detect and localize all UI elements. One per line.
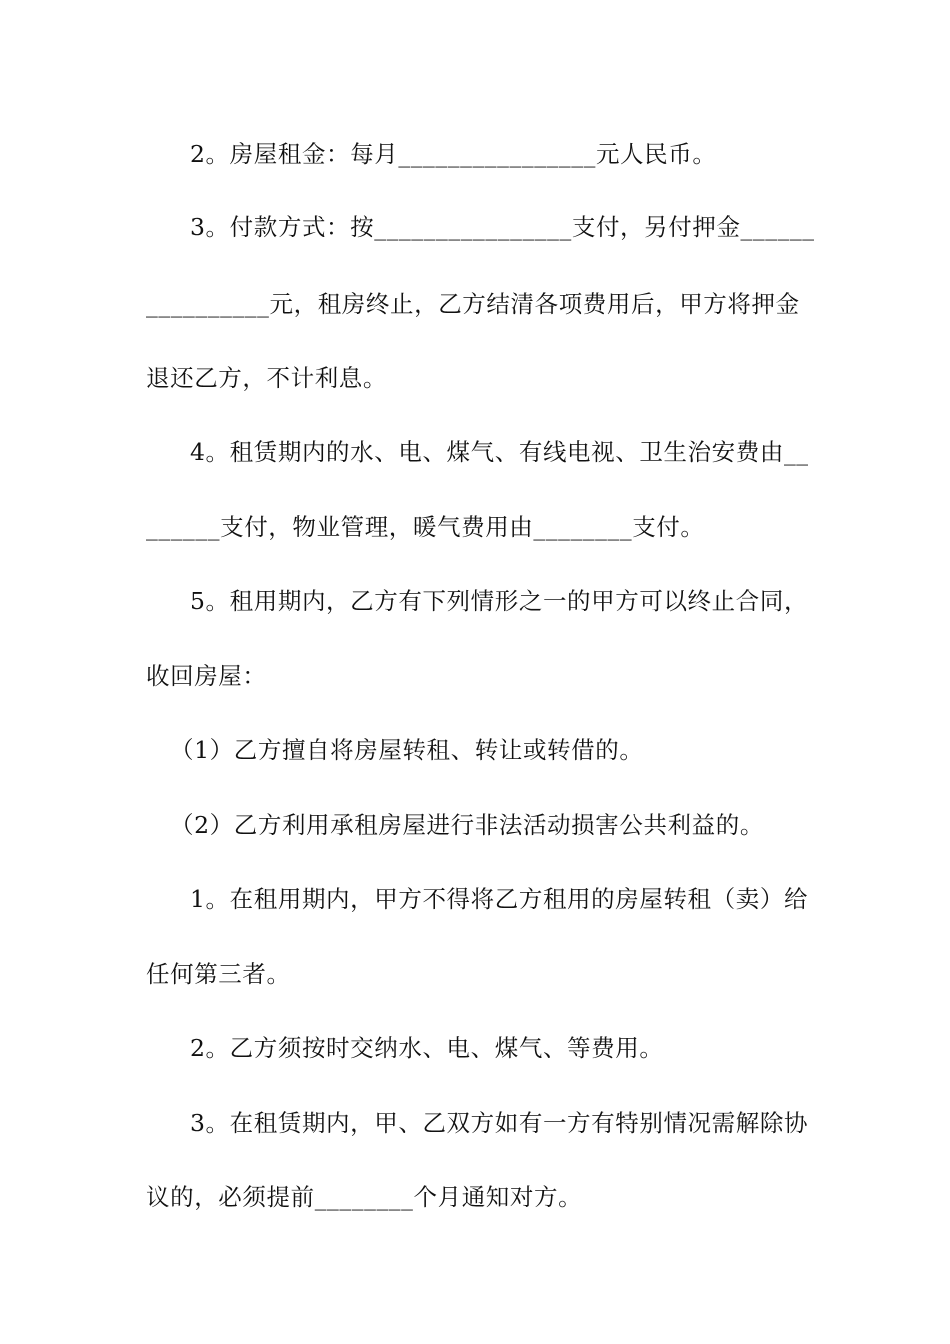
clause-termination-cont: 收回房屋： bbox=[146, 662, 267, 690]
clause-payment-method: 3。付款方式：按________________支付，另付押金______ bbox=[190, 213, 815, 241]
clause-termination: 5。租用期内，乙方有下列情形之一的甲方可以终止合同， bbox=[190, 587, 809, 615]
obligation-item-3-cont: 议的，必须提前________个月通知对方。 bbox=[146, 1183, 583, 1211]
clause-payment-method-cont-2: 退还乙方，不计利息。 bbox=[146, 364, 387, 392]
obligation-item-3: 3。在租赁期内，甲、乙双方如有一方有特别情况需解除协 bbox=[190, 1109, 809, 1137]
obligation-item-1: 1。在租用期内，甲方不得将乙方租用的房屋转租（卖）给 bbox=[190, 885, 809, 913]
termination-item-1: （1）乙方擅自将房屋转租、转让或转借的。 bbox=[170, 736, 644, 764]
clause-rent-amount: 2。房屋租金：每月________________元人民币。 bbox=[190, 140, 717, 168]
clause-utilities: 4。租赁期内的水、电、煤气、有线电视、卫生治安费由__ bbox=[190, 438, 809, 466]
obligation-item-1-cont: 任何第三者。 bbox=[146, 960, 291, 988]
obligation-item-2: 2。乙方须按时交纳水、电、煤气、等费用。 bbox=[190, 1034, 664, 1062]
clause-payment-method-cont-1: __________元，租房终止，乙方结清各项费用后，甲方将押金 bbox=[146, 290, 800, 318]
clause-utilities-cont: ______支付，物业管理，暖气费用由________支付。 bbox=[146, 513, 705, 541]
termination-item-2: （2）乙方利用承租房屋进行非法活动损害公共利益的。 bbox=[170, 811, 764, 839]
